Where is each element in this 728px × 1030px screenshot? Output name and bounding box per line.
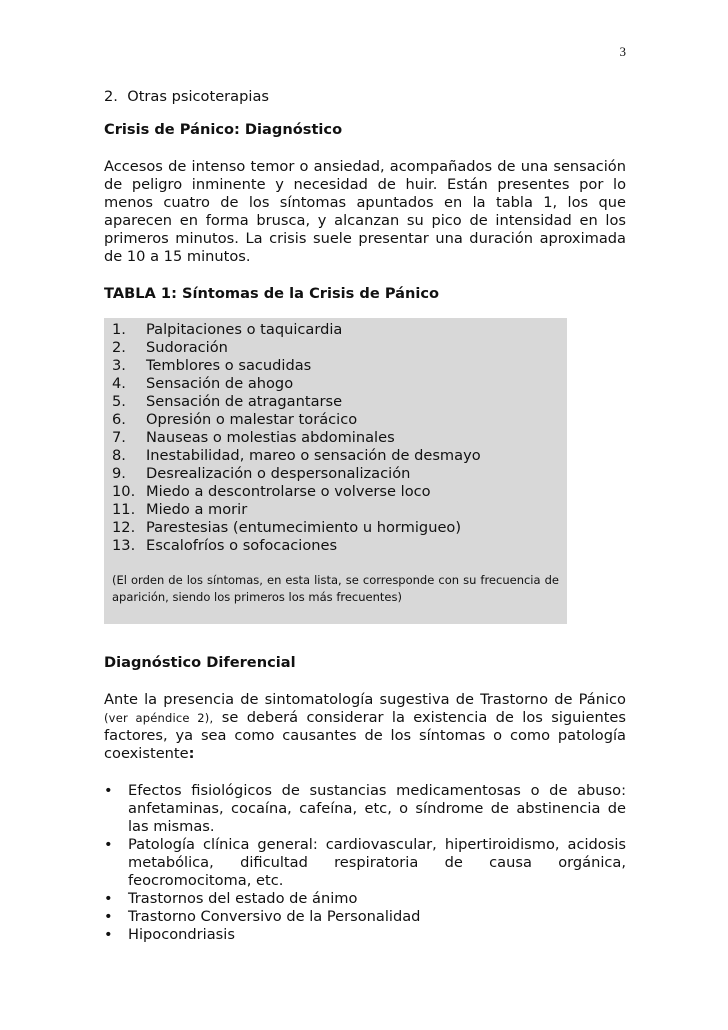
symptom-item [112,429,559,447]
symptom-item [112,501,559,519]
symptom-number: 8. [112,447,126,464]
symptom-text: Nauseas o molestias abdominales [146,429,395,446]
panic-crisis-diagnosis-heading: Crisis de Pánico: Diagnóstico [104,121,343,138]
section-title: Otras psicoterapias [127,88,269,105]
symptom-text: Escalofríos o sofocaciones [146,537,338,554]
bullet-icon: • [104,835,113,853]
differential-diagnosis-heading: Diagnóstico Diferencial [104,653,296,671]
list-item-text: Trastornos del estado de ánimo [128,889,358,907]
symptom-text: Parestesias (entumecimiento u hormigueo) [146,519,462,536]
bullet-icon: • [104,907,113,925]
bullet-icon: • [104,925,113,943]
symptom-item [112,339,559,357]
symptom-number: 1. [112,321,126,338]
symptom-item [112,411,559,429]
panic-crisis-description: Accesos de intenso temor o ansiedad, acompañados de una sensación de peligro inminente y necesidad de huir. Están presentes por lo menos cuatro de los síntomas apuntados en la tabla 1, los que aparecen en forma brusca, y alcanzan su pico de intensidad en los primeros minutos. La crisis suele presentar una duración aproximada de 10 a 15 minutos. [104,158,626,265]
differential-factors-list [104,782,626,944]
symptom-text: Desrealización o despersonalización [146,465,411,482]
symptom-text: Miedo a morir [146,501,248,518]
symptom-number: 5. [112,393,126,410]
symptom-number: 13. [112,537,136,554]
symptom-number: 11. [112,501,136,518]
list-item-text: Trastorno Conversivo de la Personalidad [128,907,421,925]
paragraph-start: Ante la presencia de sintomatología sugestiva de Trastorno de Pánico [104,690,626,708]
differential-diagnosis-paragraph [104,691,626,763]
symptom-number: 4. [112,375,126,392]
page-number: 3 [619,44,626,59]
list-item [104,908,626,926]
appendix-reference: (ver apéndice 2), [104,710,214,725]
list-item [104,926,626,944]
list-item [104,836,626,890]
list-item [104,782,626,836]
list-item-text: Efectos fisiológicos de sustancias medicamentosas o de abuso: anfetaminas, cocaína, cafeína, etc, o síndrome de abstinencia de las mismas. [128,781,626,835]
symptom-item [112,321,559,339]
symptom-item [112,537,559,555]
symptom-number: 3. [112,357,126,374]
symptom-text: Sensación de ahogo [146,375,294,392]
symptom-text: Opresión o malestar torácico [146,411,358,428]
symptom-number: 7. [112,429,126,446]
symptom-text: Inestabilidad, mareo o sensación de desmayo [146,447,481,464]
symptom-text: Miedo a descontrolarse o volverse loco [146,483,431,500]
document-content [104,85,626,944]
symptom-table [104,318,567,624]
other-psychotherapies-heading [104,88,626,106]
symptom-item [112,447,559,465]
list-item-text: Patología clínica general: cardiovascular, hipertiroidismo, acidosis metabólica, dificultad respiratoria de causa orgánica, feocromocitoma, etc. [128,835,626,889]
symptom-item [112,465,559,483]
paragraph-end: se deberá considerar la existencia de los siguientes factores, ya sea como causantes de los síntomas o como patología coexistente [104,708,626,762]
symptom-number: 6. [112,411,126,428]
symptom-text: Palpitaciones o taquicardia [146,321,343,338]
symptom-number: 2. [112,339,126,356]
symptom-frequency-note: (El orden de los síntomas, en esta lista, se corresponde con su frecuencia de aparición, siendo los primeros los más frecuentes) [112,573,559,604]
symptom-item [112,357,559,375]
symptom-text: Temblores o sacudidas [146,357,312,374]
symptom-text: Sensación de atragantarse [146,393,343,410]
symptom-text: Sudoración [146,339,228,356]
symptom-number: 9. [112,465,126,482]
list-item-text: Hipocondriasis [128,925,235,943]
symptom-number: 12. [112,519,136,536]
symptom-list [112,321,559,555]
section-number: 2. [104,88,118,105]
symptom-item [112,375,559,393]
symptom-number: 10. [112,483,136,500]
symptom-item [112,483,559,501]
symptom-item [112,519,559,537]
paragraph-colon: : [188,744,195,762]
symptom-item [112,393,559,411]
bullet-icon: • [104,889,113,907]
list-item [104,890,626,908]
bullet-icon: • [104,781,113,799]
symptom-table-title: TABLA 1: Síntomas de la Crisis de Pánico [104,285,440,302]
